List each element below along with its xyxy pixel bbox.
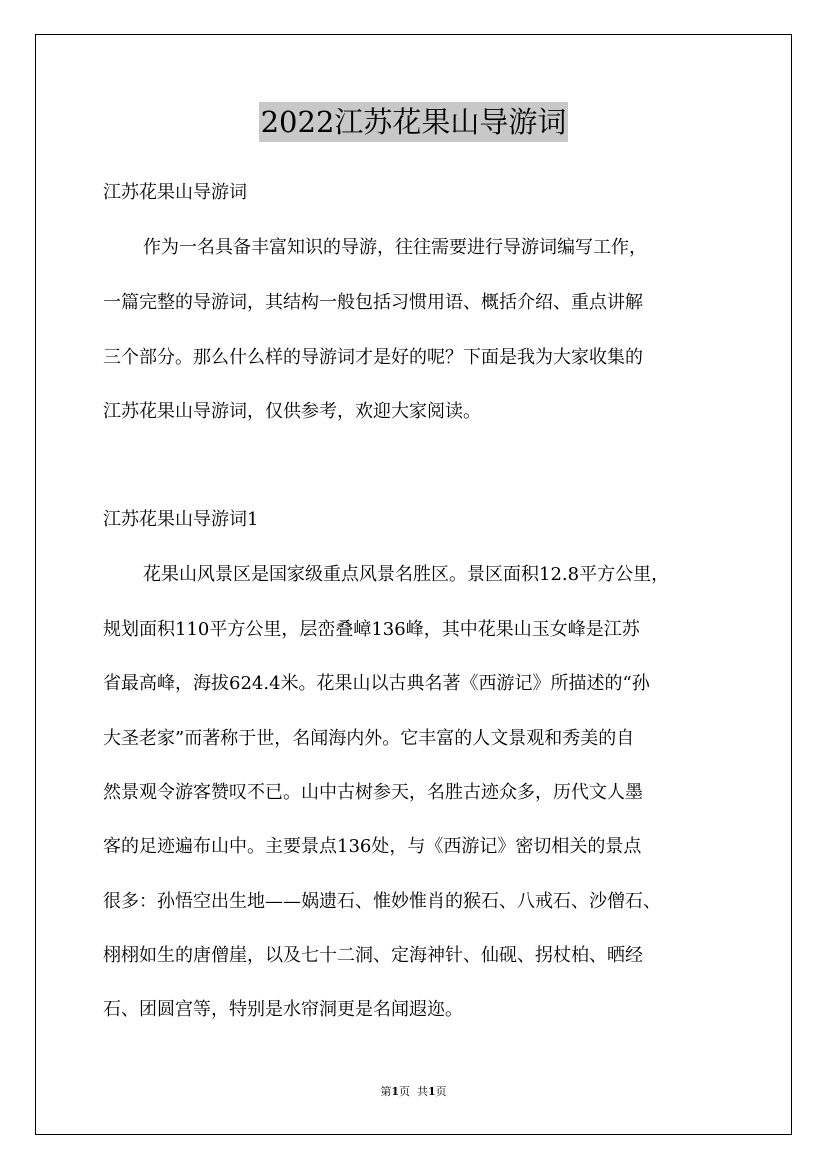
body-line: 栩栩如生的唐僧崖，以及七十二洞、定海神针、仙砚、拐杖柏、晒经 [103,945,643,966]
footer-page-suffix: 页 [399,1085,410,1098]
body-line: 省最高峰，海拔624.4米。花果山以古典名著《西游记》所描述的“孙 [103,673,650,694]
body-line: 花果山风景区是国家级重点风景名胜区。景区面积12.8平方公里， [143,564,670,585]
page-footer [0,1084,827,1100]
section-heading-1: 江苏花果山导游词1 [103,509,259,530]
footer-page-total: 1 [428,1085,436,1098]
footer-total-suffix: 页 [435,1085,447,1098]
title-wrapper [0,102,827,142]
footer-total-prefix: 共 [417,1085,428,1098]
body-line: 石、团圆宫等，特别是水帘洞更是名闻遐迩。 [103,999,463,1020]
section-heading-intro: 江苏花果山导游词 [103,182,247,203]
body-line: 规划面积110平方公里，层峦叠嶂136峰，其中花果山玉女峰是江苏 [103,619,640,640]
body-line: 然景观令游客赞叹不已。山中古树参天，名胜古迹众多，历代文人墨 [103,782,643,803]
intro-line: 一篇完整的导游词，其结构一般包括习惯用语、概括介绍、重点讲解 [103,292,643,313]
footer-page-number: 1 [391,1085,399,1098]
body-line: 很多：孙悟空出生地——娲遗石、惟妙惟肖的猴石、八戒石、沙僧石、 [103,891,661,912]
footer-page-prefix: 第 [380,1085,392,1098]
intro-line: 三个部分。那么什么样的导游词才是好的呢？下面是我为大家收集的 [103,347,643,368]
body-line: 客的足迹遍布山中。主要景点136处，与《西游记》密切相关的景点 [103,836,642,857]
document-title: 2022江苏花果山导游词 [259,102,569,142]
body-line: 大圣老家”而著称于世，名闻海内外。它丰富的人文景观和秀美的自 [103,728,635,749]
intro-line: 江苏花果山导游词，仅供参考，欢迎大家阅读。 [103,401,481,422]
intro-line: 作为一名具备丰富知识的导游，往往需要进行导游词编写工作， [143,237,647,258]
